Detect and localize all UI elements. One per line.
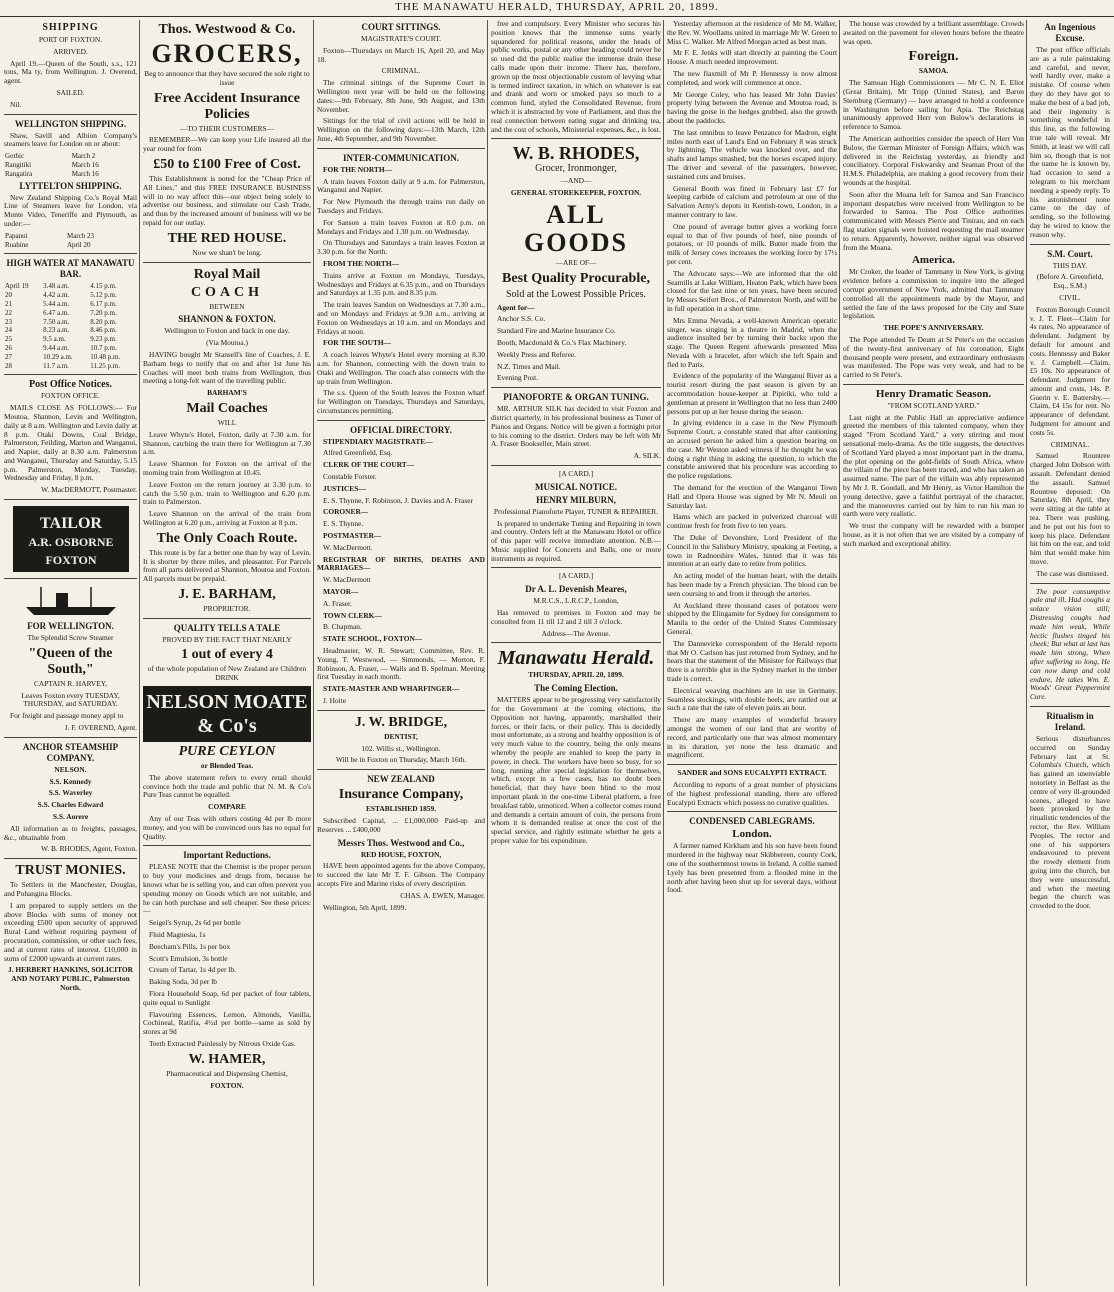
compare: COMPARE xyxy=(208,802,246,812)
samoa-heading: SAMOA. xyxy=(918,66,949,76)
having-text: HAVING bought Mr Stansell's line of Coaches, J. E. Barham begs to notify that on and after 1st June his Coaches will meet both trains from Wellington, thus meeting a long-felt want of the travelling public. xyxy=(143,349,311,386)
news-item: At Auckland three thousand cases of potatoes were shipped by the Elingamite for Sydney for consignment to Manila to the order of the United States Commissary General. xyxy=(667,600,837,636)
nz-heading: NEW ZEALAND xyxy=(367,774,435,785)
north-text: A train leaves Foxton daily at 9 a.m. for Palmerston, Wanganui and Napier. xyxy=(317,176,485,195)
beg-text: Beg to announce that they have secured the sole right to issue xyxy=(144,69,310,87)
free-accident-title: Free Accident Insurance Policies xyxy=(154,90,300,122)
sanson-train: The train leaves Sandon on Wednesdays at 7.30 a.m., and on Mondays and Fridays at 9.30 a.m., arriving at Foxton on Wednesdays at 10 a.m. and on Mondays and Fridays at noon. xyxy=(317,300,485,336)
screw-steamer: The Splendid Screw Steamer xyxy=(27,633,114,643)
leaves-text: Leaves Foxton every TUESDAY, THURSDAY, and SATURDAY. xyxy=(21,690,120,709)
table-row: 26 9.44 a.m. 10.7 p.m. xyxy=(5,343,117,352)
herald-title: Manawatu Herald. xyxy=(497,647,655,670)
herald-date: THURSDAY, APRIL 20, 1899. xyxy=(528,670,624,680)
london-heading: London. xyxy=(732,828,772,841)
scotland-yard: "FROM SCOTLAND YARD." xyxy=(887,400,980,410)
news-item: Mr F. E. Jenks will start directly at painting the Court House. A much needed improvement. xyxy=(667,48,837,67)
wellington-shipping-title: WELLINGTON SHIPPING. xyxy=(14,118,127,129)
column-rule xyxy=(663,20,664,1286)
table-row: Rangitiki March 16 xyxy=(5,160,99,169)
directory-label: STATE-MASTER AND WHARFINGER— xyxy=(323,684,460,694)
from-north-text: Trains arrive at Foxton on Mondays, Tuesdays, Wednesdays and Fridays at 6.35 p.m., and on Thursdays and Saturdays at 1.35 p.m. and 8.35 p.m. xyxy=(317,270,485,298)
customers-text: —TO THEIR CUSTOMERS— xyxy=(179,123,275,133)
best-quality: Best Quality Procurable, xyxy=(502,270,650,286)
for-south: FOR THE SOUTH— xyxy=(323,338,392,348)
red-house-title: THE RED HOUSE. xyxy=(167,230,287,246)
capital-text: Subscribed Capital, ... £1,000,000 Paid-up and Reserves ... £400,000 xyxy=(317,816,485,834)
agency-item: Anchor S.S. Co. xyxy=(497,314,546,324)
svg-text:FOXTON: FOXTON xyxy=(44,553,97,568)
ss-queen: The s.s. Queen of the South leaves the Foxton wharf for Wellington on Tuesdays, Thursdays and Saturdays, circumstances permitting. xyxy=(317,388,485,415)
foreign-heading: Foreign. xyxy=(908,49,959,65)
nelson-heading: NELSON. xyxy=(54,764,87,774)
westwood-title: Thos. Westwood & Co. xyxy=(158,22,296,37)
court-text: Foxton Borough Council v. J. T. Fleet—Claim for 4s rates. No appearance of defendant. Judgment by default for amount and costs. Hennessy and Baker v. J. Campbell.—Claim, £5 10s. No appearance of defendant. Judgment for amount and costs, 14s. P. Guerin v. E. Battersby.—Claim, £4 15s for rent. No appearance of defendant. Judgment for amount and costs 5s. xyxy=(1030,304,1110,437)
election-text: MATTERS appear to be progressing very satisfactorily for the Government at the coming elections, the Opposition not having, apparently, marshalled their forces, or their facts, or their policy. This is decidedly most unfortunate, as a strong and healthy opposition is of very much value to the country, being the only means whereby the people are enabled to keep the party in power, in check. The workers have been so busy, for so long, running after special legislation for themselves, which, except in a few cases, has no doubt been beneficial, that they have been blind to the most important plank in the one-time Liberal platform, a free breakfast table, unnoticed. When a collector comes round and demands a certain amount of coin, the persons from whom it is demanded realise at once the cost of the special service, and rightly estimate whether he gets a proper value for his expenditure. xyxy=(491,695,661,846)
price-item: Scott's Emulsion, 3s bottle xyxy=(149,953,228,963)
messrs-westwood: Messrs Thos. Westwood and Co., xyxy=(337,837,465,848)
directory-value: A. Fraser. xyxy=(323,598,352,608)
news-item: In giving evidence in a case in the New Plymouth Supreme Court, a constable stated that after cautioning an accused person he asked him a question bearing on the case. Mr Weston asked witness if he thought he was doing a right thing in asking the question, to which the constable answered that his procedure was according to the police regulations. xyxy=(667,418,837,481)
price-item: Fluid Magnesia, 1s xyxy=(149,930,206,940)
news-item: Evidence of the popularity of the Wanganui River as a tourist resort during the past season is given by an accommodation house-keeper at Pipiriki, who told a gentleman at present in Wellington that no less than 2400 persons put up at her house during the season. xyxy=(667,371,837,416)
excuse-text: The post office officials are as a rule painstaking and careful, and never, well hardly ever, make a mistake. Of course when they do they have got to make the best of a bad job, and their ingenuity is something wonderful in this line, as the following true tale will reveal. Mr Smith, at least we will call him so, though that is not the name he is known by, had occasion to send a telegram to his merchant needing a speedy reply. To his astonishment none came on the day of sending, so the following day he wired to know the reason why. xyxy=(1030,45,1110,239)
column-rule xyxy=(139,20,140,1286)
column-7 xyxy=(1030,20,1110,1286)
table-row: 25 9.5 a.m. 9.23 p.m. xyxy=(5,335,117,344)
news-item: The Advocate says:—We are informed that the old Seamills at Lake William, Heaton Park, which have been closed for the last nine or ten years, have been secured by Messrs Seifert Bros., of Palmerston North, and will be in full operation in a short time. xyxy=(667,268,837,313)
captain: CAPTAIN R. HARVEY, xyxy=(33,678,107,688)
news-item: Mrs Emma Nevada, a well-known American operatic singer, was singing in a theatre in Madrid, when the audience insulted her by turning their backs upon the stage. The Queen Regent afterwards presented Miss Nevada with a bracelet, after which she left Spain and fled to Paris. xyxy=(667,315,837,369)
directory-label: MAYOR— xyxy=(323,587,359,597)
agency-item: Booth, Macdonald & Co.'s Flax Machinery. xyxy=(497,337,627,347)
are-of: —ARE OF— xyxy=(555,257,597,267)
trust-monies-title: TRUST MONIES. xyxy=(15,863,126,879)
table-row: 27 10.29 a.m. 10.48 p.m. xyxy=(5,352,121,361)
directory-label: CLERK OF THE COURT— xyxy=(323,460,415,470)
card-label: [A CARD.] xyxy=(558,468,594,478)
directory-value: W. MacDermott. xyxy=(323,542,373,552)
london-text: A farmer named Kirkham and his son have been found murdered in the highway near Skibbereen, county Cork, one of the southernmost towns in Ireland. A collie named Lyely has been presented from a flooded mine in the north after having been shut up for several days, without food. xyxy=(667,841,837,895)
nelson-moate-logo: NELSON MOATE & Co's xyxy=(143,686,311,742)
svg-text:TAILOR: TAILOR xyxy=(39,515,102,533)
directory-value: E. S. Thynne, F. Robinson, J. Davies and A. Fraser xyxy=(323,495,473,505)
price-item: Seigel's Syrup, 2s 6d per bottle xyxy=(149,918,241,928)
news-item: The new flaxmill of Mr P. Hennessy is now almost completed, and work will commence at once. xyxy=(667,68,837,87)
bridge-text: Will be in Foxton on Thursday, March 16th. xyxy=(335,755,467,765)
leave-text: Leave Shannon on the arrival of the train from Wellington at 6.20 p.m., arriving at Foxton at 8 p.m. xyxy=(143,509,311,527)
sander-heading: SANDER and SONS EUCALYPTI EXTRACT. xyxy=(677,768,827,778)
anchor-info: All information as to freights, passages, &c., obtainable from xyxy=(4,823,137,842)
royal-mail-title: Royal Mail xyxy=(193,266,261,282)
price-item: Baking Soda, 3d per lb xyxy=(149,977,217,987)
news-item: The Dannevirke correspondent of the Herald reports that Mr O. Carlson has just returned from Sydney, and he hears that the statement of the Minister for Railways that there is a terrible glut in the Sydney market in the timber trade is correct. xyxy=(667,638,837,683)
column-4 xyxy=(491,20,661,1286)
table-row: Papanui March 23 xyxy=(5,231,94,240)
postmaster: W. MacDERMOTT, Postmaster. xyxy=(41,485,137,495)
price-item: Cream of Tartar, 1s 4d per lb. xyxy=(149,965,236,975)
civil-heading: CIVIL. xyxy=(1059,292,1081,302)
compare-text: Any of our Teas with others costing 4d per lb more money, and you will be convinced ours has no equal for Quality. xyxy=(143,814,311,841)
ewen-manager: CHAS. A. EWEN, Manager. xyxy=(400,890,485,900)
america-text: Mr Croker, the leader of Tammany in New York, is giving evidence before a commission to inquire into the alleged corrupt government of New York, admitted that Tammany controlled all the appointments made by the Mayor, and settled the fate of the laws proposed for the City and State legislation. xyxy=(843,267,1024,321)
news-item: Hams which are packed in pulverized charcoal will continue fresh for from five to ten years. xyxy=(667,512,837,531)
shannon-foxton: SHANNON & FOXTON. xyxy=(178,314,276,325)
news-item: One pound of average butter gives a working force equal to that of five pounds of beef, nine pounds of potatoes, or 10 pounds of milk. Butter made from the milk of Jersey cows increases the working force by 17½ per cent. xyxy=(667,221,837,266)
lyttelton-intro: New Zealand Shipping Co.'s Royal Mail Line of Steamers leave for London, via Monte Video, Teneriffe and Plymouth, as under:— xyxy=(4,192,137,228)
table-row: 24 8.23 a.m. 8.46 p.m. xyxy=(5,326,117,335)
excuse-heading: An Ingenious Excuse. xyxy=(1044,22,1096,43)
silk-sign: A. SILK. xyxy=(633,451,661,461)
sailed-text: Nil. xyxy=(10,99,22,109)
milburn-sub: Professional Pianoforte Player, TUNER & REPAIRER. xyxy=(493,506,659,516)
establishment-text: This Establishment is noted for the "Cheap Price of All Lines," and this FREE INSURANCE BUSINESS will in no way affect this—our object being solely to advertise our business, and stimulate our Cash Trade, and thus by the increased amount of business will we be repaid for our outlay. xyxy=(143,173,311,227)
this-day: THIS DAY. xyxy=(1052,260,1088,270)
route-text: This route is by far a better one than by way of Levin. It is shorter by three miles, and pleasanter. For Parcels from all parts delivered at Shannon, Moutoa and Foxton. All parcels must be prepaid. xyxy=(143,547,311,584)
table-row: Ruahine April 20 xyxy=(5,240,91,249)
price-item: Flavouring Essences, Lemon, Almonds, Vanilla, Cochineal, Ratifia, 4½d per bottle—same as sold by stores at 9d xyxy=(143,1009,311,1037)
mail-coaches: Mail Coaches xyxy=(186,400,268,416)
news-item: An acting model of the human heart, with the details has been made by a French physician. The blood can be seen coursing to and from it through the arteries. xyxy=(667,571,837,598)
above-statement: The above statement refers to every retail should convince both the trade and public that N. M. & Co's Pure Teas cannot be equalled. xyxy=(143,772,311,800)
mag-court: MAGISTRATE'S COURT. xyxy=(361,34,441,43)
established: ESTABLISHED 1859. xyxy=(365,804,437,814)
svg-text:A.R. OSBORNE: A.R. OSBORNE xyxy=(27,535,114,550)
card-label: [A CARD.] xyxy=(558,571,594,581)
hamer-sub: Pharmaceutical and Dispensing Chemist, xyxy=(166,1068,288,1078)
pope-text: The Pope attended Te Deum at St Peter's on the occasion of the twenty-first anniversary of his coronation. Eight thousand people were present, and extraordinary enthusiasm was manifested. The Pope was very weak, and had to be carried to St Peter's. xyxy=(843,334,1024,380)
will: WILL xyxy=(217,417,237,427)
directory-value: B. Chapman. xyxy=(323,622,362,632)
all-goods: ALL GOODS xyxy=(524,199,628,257)
post-office-text: MAILS CLOSE AS FOLLOWS:— For Moutoa, Shannon, Levin and Wellington, daily at 8 a.m. Wellington and Levin daily at 8 p.m. Otaki Downs, Coal Bridge, Palmerston, Feilding, Marton and Wanganui, and Napier, daily at 8.30 a.m. Palmerston and Wanganui, Thursday and Saturday, 5.15 p.m. Palmerston, Monday, Tuesday, Wednesday and Friday, 8 p.m. xyxy=(4,403,137,483)
south-text: A coach leaves Whyte's Hotel every morning at 8.30 a.m. for Shannon, connecting with the down train to Otaki and Wellington. The coach also connects with the up train from Wellington. xyxy=(317,350,485,386)
news-item: The last omnibus to leave Penzance for Madron, eight miles north east of Land's End on February 8 was struck by lightning. The vehicle was knocked over, and the shafts and lamps smashed, but the horses escaped injury. The driver and several of the passengers, however, sustained cuts and bruises. xyxy=(667,127,837,181)
arrived-text: April 19.—Queen of the South, s.s., 121 tons, Ma ty, from Wellington. J. Overend, agent. xyxy=(4,58,137,86)
post-office-title: Post Office Notices. xyxy=(28,379,113,391)
directory-label: CORONER— xyxy=(323,507,369,517)
table-row: Rangatira March 16 xyxy=(5,169,99,178)
mag-text: Foxton—Thursdays on March 16, April 20, and May 18. xyxy=(317,45,485,64)
samoa-text: The Samoan High Commissioners — Mr C. N. E. Eliot (Great Britain), Mr Tripp (United States), and Baron Sternburg (Germany) — have arranged to hold a conference in Washington before sailing for Apia. The Reichstag unanimously approved Herr von Bulow's declarations in reference to Samoa. xyxy=(843,78,1024,132)
pure-ceylon: PURE CEYLON xyxy=(178,744,276,760)
scotland-text: Last night at the Public Hall an appreciative audience greeted the members of this talented company, when they staged "From Scotland Yard," a very stirring and most sensational melo-drama. As the title suggests, the detectives of Scotland Yard played a most important part in the drama, the plot opening on the gold-fields of South Africa, where the villain of the piece has been traced, and who has taken an assumed name. The part of the villain was ably represented by Mr J. R. Goodall, and Mr Henry, as Victor Hamilton the young detective, gave a faithful portrayal of the character, and the manoeuvres carried out by him to run his man to earth were very realistic. xyxy=(843,412,1024,519)
directory-value: W. MacDermott xyxy=(323,575,371,585)
ritualism-text: Serious disturbances occurred on Sunday February last at St. Columba's Church, which has gained an unenviable notoriety in Belfast as the centre of very ill-grounded scenes, alleged to have been provoked by the ritualistic tendencies of the rector, the Rev. William Peoples. The rector and one of his supporters endeavoured to prevent the rowdy element from going into the church, but they were unsuccessful, and when the meeting began the church was crowded to the door. xyxy=(1030,733,1110,911)
price-item: Beecham's Pills, 1s per box xyxy=(149,941,231,951)
red-house-foxton: RED HOUSE, FOXTON, xyxy=(360,849,442,859)
coach-sub: Wellington to Foxton and back in one day. xyxy=(164,326,290,336)
poem-text: The poor consumptive pale and ill, Had coughs a solace vision still; Distressing coughs had made him weak, While hectic flushes tinged his cheek; But what at last has made him strong, When after suffering so long, He can now dump and cold endure, He takes Wm. E. Woods' Great Peppermint Cure. xyxy=(1030,586,1110,702)
piano-tuning-title: PIANOFORTE & ORGAN TUNING. xyxy=(503,392,649,403)
port-heading: PORT OF FOXTON. xyxy=(38,35,103,44)
freight-text: For freight and passage money appl to xyxy=(10,711,124,721)
insurance-company: Insurance Company, xyxy=(338,787,464,803)
news-item: General Booth was fined in February last £7 for keeping carbide of calcium and petroleum at one of the Salvation Army's depots in Kentish-town, London, in a manner contrary to law. xyxy=(667,183,837,219)
meares-text: Has removed to premises in Foxton and may be consulted from 11 till 12 and 2 till 3 o'clock. xyxy=(491,608,661,626)
column-rule xyxy=(487,20,488,1286)
trust-intro: To Settlers in the Manchester, Douglas, and Pohangina Blocks. xyxy=(4,880,137,899)
criminal-heading: CRIMINAL. xyxy=(381,66,421,76)
column-rule xyxy=(1026,20,1027,1286)
meares-address: Address—The Avenue. xyxy=(541,628,611,638)
plymouth-text: For New Plymouth the through trains run daily on Tuesdays and Fridays. xyxy=(317,197,485,215)
samoa-text: Soon after the Moana left for Samoa and San Francisco important despatches were received from Wellington to be forwarded to Samoa. The Post Office authorities communicated with Messrs Pierce and Tinirau, and on each flag station signals were hoisted requesting the mail steamer to return. Apparently, however, neither signal was observed from the Moana. xyxy=(843,189,1024,252)
barham-name: J. E. BARHAM, xyxy=(178,586,276,602)
court-sittings: COURT SITTINGS. xyxy=(361,22,441,32)
table-row: 21 5.44 a.m. 6.17 p.m. xyxy=(5,299,117,308)
remember-text: REMEMBER—We can keep your Life insured all the year round for from xyxy=(143,135,311,154)
tailor-ad-image xyxy=(11,504,131,574)
column-rule xyxy=(839,20,840,1286)
leave-text: Leave Whyte's Hotel, Foxton, daily at 7.30 a.m. for Shannon, catching the train there for Wellington at 7.30 a.m. xyxy=(143,429,311,457)
scotland-text: We trust the company will be rewarded with a bumper house, as it is not often that we are visited by a company of such marked and exceptional ability. xyxy=(843,521,1024,548)
agency-item: N.Z. Times and Mail. xyxy=(497,361,561,371)
coach-title: COACH xyxy=(190,284,264,300)
date-line: Wellington, 5th April, 1899. xyxy=(323,902,407,912)
wellington-intro: Shaw, Savill and Albion Company's steamers leave for London on or about: xyxy=(4,130,137,149)
lyttelton-table xyxy=(4,232,137,250)
post-office-sub: FOXTON OFFICE. xyxy=(41,391,100,401)
silk-text: MR. ARTHUR SILK has decided to visit Foxton and district quarterly, in his professional business as Tuner of Pianos and Organs. Notice will be given a fortnight prior to his coming to the district. Orders may be left with Mr A. Fraser Bookseller, Main street. xyxy=(491,404,661,449)
foxton: FOXTON. xyxy=(210,1080,244,1090)
bridge-address: 102. Willis st., Wellington. xyxy=(361,743,441,753)
column-1 xyxy=(4,20,137,1286)
proved-text: PROVED BY THE FACT THAT NEARLY xyxy=(162,634,292,644)
hankins: J. HERBERT HANKINS, SOLICITOR AND NOTARY PUBLIC, Palmerston North. xyxy=(8,965,133,992)
rhodes-agent: W. B. RHODES, Agent, Foxton. xyxy=(40,844,137,854)
one-of-four: 1 out of every 4 xyxy=(181,647,273,663)
news-item: Yesterday afternoon at the residence of Mr M. Walker, the Rev. W. Woollams united in marriage Mr W. Green to Miss C. Walker. Mr Alfred Morgan acted as best man. xyxy=(667,20,837,46)
and-text: —AND— xyxy=(560,176,592,186)
directory-value: Headmaster, W. R. Stewart; Committee, Rev. R. Young, T. Westwood, — Simmonds, — Morton, F. Robinson, A. Fraser, — Walls and B. Spelman. Meeting first Tuesday in each month. xyxy=(317,646,485,682)
before: (Before A. Greenfield, Esq., S.M.) xyxy=(1036,272,1104,291)
sailed-heading: SAILED. xyxy=(56,87,85,97)
dramatic-season: Henry Dramatic Season. xyxy=(875,387,992,400)
column-6 xyxy=(843,20,1024,1286)
tide-title: HIGH WATER AT MANAWATU BAR. xyxy=(6,258,135,280)
leave-text: Leave Shannon for Foxton on the arrival of the morning train from Wellington at 10.45. xyxy=(143,459,311,477)
article-text: free and compulsory. Every Minister who secures his position knows that the immense sums yearly squandered for political reasons, under the heads of public works, postal or any other heading could never be so used did the public realise the immense drain these calls made upon their income. There has, therefore, grown up the most objectionable custom of levying what is termed indirect taxation, in which on whatever is eat and drank and worn or smoked pays so much to a common fund, styled the Consolidated Revenue, from which it is abstracted by vote of Parliament, and thus the real connection between eating sugar and drinking tea, and the cost of schools, Ministerial expenses, &c., is lost. xyxy=(491,20,661,134)
milburn-name: HENRY MILBURN, xyxy=(536,494,616,505)
masthead: THE MANAWATU HERALD, THURSDAY, APRIL 20, 1899. xyxy=(0,0,1114,17)
leave-text: Leave Foxton on the return journey at 3.30 p.m. to catch the 5.50 p.m. train to Wellington and 6.20 p.m. train to Palmerston. xyxy=(143,479,311,507)
between: BETWEEN xyxy=(209,301,245,311)
proprietor: PROPRIETOR. xyxy=(203,603,251,613)
table-row: Gothic March 2 xyxy=(5,152,96,161)
from-north: FROM THE NORTH— xyxy=(323,258,399,268)
agent-for: Agent for— xyxy=(497,302,535,312)
thursdays-text: On Thursdays and Saturdays a train leaves Foxton at 3.30 p.m. for the North. xyxy=(317,238,485,257)
civil-text: Sittings for the trial of civil actions will be held in Wellington on the following days:—13th March, 12th June, 4th September, and 9th November. xyxy=(317,116,485,143)
price-item: Teeth Extracted Painlessly by Nitrous Oxide Gas. xyxy=(149,1039,296,1048)
price-item: Flora Household Soap, 6d per packet of four tablets, quite equal to Sunlight xyxy=(143,989,311,1007)
criminal-text: Samuel Rountree charged John Dobson with assault. Defendant denied the assault. Samuel Rountree deposed: On Saturday, 8th April, they were sitting at the table at tea. There was pushing, and he put out his foot to keep his place. Defendant hit him on the ear, and told him that would make him move. xyxy=(1030,451,1110,567)
news-item: The house was crowded by a brilliant assemblage. Crowds awaited on the pavement for eleven hours before the theatre was open. xyxy=(843,20,1024,46)
column-5 xyxy=(667,20,837,1286)
criminal-heading: CRIMINAL. xyxy=(1050,439,1090,449)
dismissed-text: The case was dismissed. xyxy=(1036,568,1109,578)
blended-teas: or Blended Teas. xyxy=(200,761,254,771)
tide-table xyxy=(4,282,137,370)
directory-value: Constable Forster. xyxy=(323,472,377,482)
pope-heading: THE POPE'S ANNIVERSARY. xyxy=(883,323,984,333)
milburn-text: Is prepared to undertake Tuning and Repairing in town and country. Orders left at the Manawatu Hotel or office of this paper will receive immediate attention. N.B.—Music supplied for Concerts and Balls, one or more instruments as required. xyxy=(491,518,661,563)
table-row: 28 11.7 a.m. 11.25 p.m. xyxy=(5,361,120,370)
directory-label: STATE SCHOOL, FOXTON— xyxy=(323,634,423,644)
shipping-title: SHIPPING xyxy=(42,22,99,33)
anchor-company: ANCHOR STEAMSHIP COMPANY. xyxy=(22,741,119,763)
america-heading: America. xyxy=(911,254,956,267)
sold-text: Sold at the Lowest Possible Prices. xyxy=(506,288,646,300)
musical-notice: MUSICAL NOTICE. xyxy=(534,481,617,492)
criminal-text: The criminal sittings of the Supreme Court in Wellington next year will be held on the following dates:—9th February, 8th June, 9th August, and 13th November. xyxy=(317,78,485,114)
ship-name: S.S. Aorere xyxy=(52,812,89,822)
ship-name: S.S. Kennedy xyxy=(49,776,92,786)
sm-court-heading: S.M. Court. xyxy=(1047,248,1093,259)
dentist: DENTIST, xyxy=(384,731,418,741)
directory-label: STIPENDIARY MAGISTRATE— xyxy=(323,436,433,446)
news-item: There are many examples of wonderful bravery amongst the women of our land that are worthy of record, and particularly one that was almost momentary in its duration, yet none the less dramatic and magnificent. xyxy=(667,715,837,760)
ship-name: S.S. Charles Edward xyxy=(37,800,104,810)
lyttelton-shipping-title: LYTTELTON SHIPPING. xyxy=(19,180,122,191)
arrived-heading: ARRIVED. xyxy=(53,46,88,56)
directory-value: J. Hoite xyxy=(323,696,346,706)
table-row: April 19 3.48 a.m. 4.15 p.m. xyxy=(5,282,117,291)
inter-communication: INTER-COMMUNICATION. xyxy=(342,152,460,163)
bridge-name: J. W. BRIDGE, xyxy=(354,714,448,730)
news-item: Electrical weaving machines are in use in Germany. Seamless stockings, with double heels, are rattled out at such a rate that the rate of eleven pairs an hour. xyxy=(667,685,837,713)
only-coach-route: The Only Coach Route. xyxy=(156,530,298,546)
meares-sub: M.R.C.S., L.R.C.P., London, xyxy=(533,596,619,606)
directory-value: Alfred Greenfield, Esq. xyxy=(323,448,393,458)
storekeeper: GENERAL STOREKEEPER, FOXTON. xyxy=(510,187,642,197)
table-row: 22 6.47 a.m. 7.20 p.m. xyxy=(5,308,117,317)
for-north: FOR THE NORTH— xyxy=(323,164,393,174)
rhodes-title: W. B. RHODES, xyxy=(512,143,640,164)
table-row: 20 4.42 a.m. 5.12 p.m. xyxy=(5,291,117,300)
ship-name: S.S. Waverley xyxy=(48,788,93,798)
amount-title: £50 to £100 Free of Cost. xyxy=(153,156,301,172)
ritualism-heading: Ritualism in Ireland. xyxy=(1046,710,1094,732)
now-text: Now we shan't be long. xyxy=(192,247,262,257)
official-directory: OFFICIAL DIRECTORY. xyxy=(350,424,452,435)
barhams: BARHAM'S xyxy=(207,388,247,398)
reductions-text: PLEASE NOTE that the Chemist is the proper person to buy your medicines and drugs from, because he knows what he is selling you, and can often prevent you spending money on Goods which are not suitable, and he can both purchase and sell cheaper. See these prices:— xyxy=(143,862,311,916)
quality-title: QUALITY TELLS A TALE xyxy=(173,622,281,633)
sanson-text: For Sanson a train leaves Foxton at 8.0 p.m. on Mondays and Fridays and 1.30 p.m. on Wednesday. xyxy=(317,217,485,236)
trust-text: I am prepared to supply settlers on the above Blocks with sums of money not exceeding £500 upon security of approved Rural Land without requiring payment of procuration, commission, or other such fees, and at current rates of interest. £10,000 in sums of £2000 upwards at current rates. xyxy=(4,900,137,963)
column-2 xyxy=(143,20,311,1286)
agency-item: Weekly Press and Referee. xyxy=(497,349,577,359)
directory-value: E. S. Thynne. xyxy=(323,519,364,529)
queen-of-the-south: "Queen of the South," xyxy=(28,645,113,677)
for-wellington: FOR WELLINGTON. xyxy=(27,621,114,632)
condensed-cablegrams: CONDENSED CABLEGRAMS. xyxy=(689,816,815,827)
news-item: The Duke of Devonshire, Lord President of the Council in the Salisbury Ministry, speaking at Feeting, a town in Radnorshire Wales, hinted that it was his intention at an early date to retire from politics. xyxy=(667,533,837,569)
election-title: The Coming Election. xyxy=(534,683,618,694)
table-row: 23 7.50 a.m. 8.20 p.m. xyxy=(5,317,117,326)
meares-name: Dr A. L. Devenish Meares, xyxy=(525,584,627,595)
wellington-table xyxy=(4,152,137,178)
directory-label: REGISTRAR OF BIRTHS, DEATHS AND MARRIAGES— xyxy=(317,554,485,573)
directory-label: TOWN CLERK— xyxy=(323,610,382,620)
samoa-text: The American authorities consider the speech of Herr Von Bulow, the German Minister of Foreign Affairs, which was delivered in the Reichstag yesterday, as friendly and conciliatory. Corporal Fiskwarsky and Seaman Prout of the H.M.S. Philadelphia, are making a good recovery from their wounds at the hospital. xyxy=(843,133,1024,187)
agency-item: Standard Fire and Marine Insurance Co. xyxy=(497,326,616,336)
column-3 xyxy=(317,20,485,1286)
reductions-title: Important Reductions. xyxy=(183,850,271,861)
via-text: (Via Moutoa.) xyxy=(206,338,248,348)
overend-agent: J. F. OVEREND, Agent. xyxy=(64,723,137,733)
directory-label: JUSTICES— xyxy=(323,483,366,493)
grocers-title: GROCERS, xyxy=(151,39,303,68)
agents-text: HAVE been appointed agents for the above Company, to succeed the late Mr T. F. Gibson. The Company accepts Fire and Marine risks of every description. xyxy=(317,861,485,888)
column-rule xyxy=(313,20,314,1286)
hamer-name: W. HAMER, xyxy=(188,1051,266,1067)
news-item: Mr George Coley, who has leased Mr John Davies' property lying between the Avenue and Moutoa road, is having the gorse in the hedges grubbed, also the growth about the paddocks. xyxy=(667,89,837,125)
news-item: The demand for the erection of the Wanganui Town Hall and Opera House was signed by Mr N. Meuli on Saturday last. xyxy=(667,483,837,510)
rhodes-sub: Grocer, Ironmonger, xyxy=(535,163,617,175)
agency-item: Evening Post. xyxy=(497,373,539,383)
ship-icon xyxy=(16,583,126,617)
directory-label: POSTMASTER— xyxy=(323,531,382,541)
whole-text: of the whole population of New Zealand are Children DRINK xyxy=(147,664,307,683)
sander-text: According to reports of a great number of physicians of the highest professional standing, there are offered Eucalypti Extracts which possess no curative qualities. xyxy=(667,779,837,807)
